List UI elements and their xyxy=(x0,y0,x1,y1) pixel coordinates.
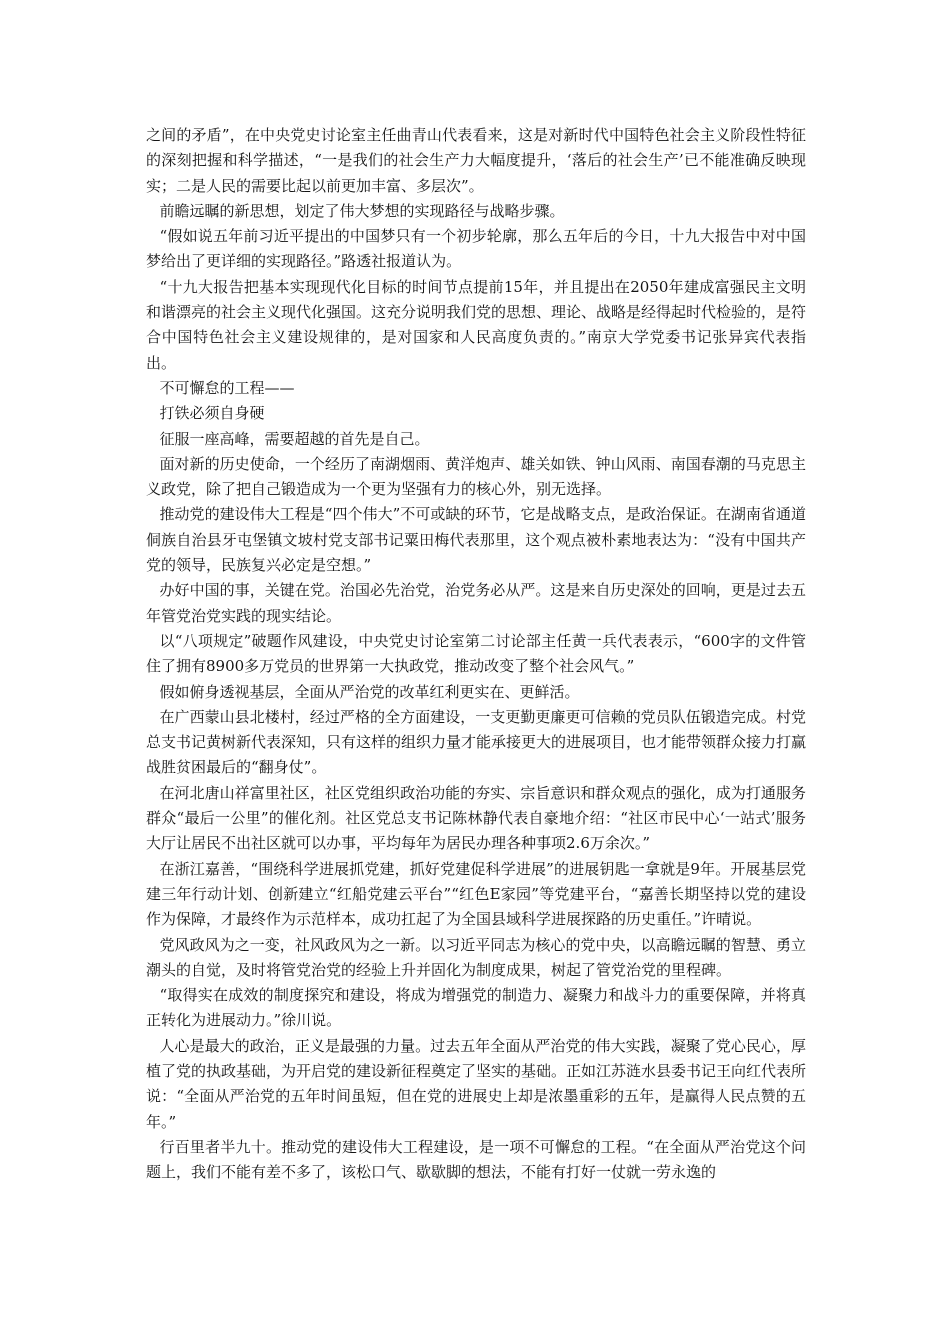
paragraph-14: 在河北唐山祥富里社区，社区党组织政治功能的夯实、宗旨意识和群众观点的强化，成为打通服务群众“最后一公里”的催化剂。社区党总支书记陈林静代表自豪地介绍：“社区市民中心‘一站式’服务大厅让居民不出社区就可以办事，平均每年为居民办理各种事项2.6万余次。” xyxy=(146,783,806,853)
paragraph-13: 在广西蒙山县北楼村，经过严格的全方面建设，一支更勤更廉更可信赖的党员队伍锻造完成。村党总支书记黄树新代表深知，只有这样的组织力量才能承接更大的进展项目，也才能带领群众接力打赢战胜贫困最后的“翻身仗”。 xyxy=(146,707,807,777)
paragraph-10: 办好中国的事，关键在党。治国必先治党，治党务必从严。这是来自历史深处的回响，更是过去五年管党治党实践的现实结论。 xyxy=(146,581,806,625)
paragraph-4: “十九大报告把基本实现现代化目标的时间节点提前15年，并且提出在2050年建成富强民主文明和谐漂亮的社会主义现代化强国。这充分说明我们党的思想、理论、战略是经得起时代检验的，是符合中国特色社会主义建设规律的，是对国家和人民高度负责的。”南京大学党委书记张异宾代表指出。 xyxy=(146,277,807,372)
paragraph-7: 征服一座高峰，需要超越的首先是自己。 xyxy=(159,429,430,448)
article-body xyxy=(146,123,806,1185)
section-heading-line-2: 打铁必须自身硬 xyxy=(159,404,265,423)
paragraph-8: 面对新的历史使命，一个经历了南湖烟雨、黄洋炮声、雄关如铁、钟山风雨、南国春潮的马克思主义政党，除了把自己锻造成为一个更为坚强有力的核心外，别无选择。 xyxy=(146,454,806,499)
section-heading-line-1: 不可懈怠的工程—— xyxy=(159,378,295,397)
paragraph-1: 之间的矛盾”，在中央党史讨论室主任曲青山代表看来，这是对新时代中国特色社会主义阶段性特征的深刻把握和科学描述，“一是我们的社会生产力大幅度提升，‘落后的社会生产’已不能准确反映现实；二是人民的需要比起以前更加丰富、多层次”。 xyxy=(146,126,806,195)
paragraph-16: 党风政风为之一变，社风政风为之一新。以习近平同志为核心的党中央，以高瞻远瞩的智慧、勇立潮头的自觉，及时将管党治党的经验上升并固化为制度成果，树起了管党治党的里程碑。 xyxy=(146,935,806,979)
paragraph-3: “假如说五年前习近平提出的中国梦只有一个初步轮廓，那么五年后的今日，十九大报告中对中国梦给出了更详细的实现路径。”路透社报道认为。 xyxy=(146,227,806,271)
paragraph-12: 假如俯身透视基层，全面从严治党的改革红利更实在、更鲜活。 xyxy=(159,682,580,701)
paragraph-19: 行百里者半九十。推动党的建设伟大工程建设，是一项不可懈怠的工程。“在全面从严治党这个问题上，我们不能有差不多了，该松口气、歇歇脚的想法，不能有打好一仗就一劳永逸的 xyxy=(146,1137,806,1182)
paragraph-11: 以“八项规定”破题作风建设，中央党史讨论室第二讨论部主任黄一兵代表表示，“600字的文件管住了拥有8900多万党员的世界第一大执政党，推动改变了整个社会风气。” xyxy=(146,631,806,676)
paragraph-17: “取得实在成效的制度探究和建设，将成为增强党的制造力、凝聚力和战斗力的重要保障，并将真正转化为进展动力。”徐川说。 xyxy=(146,986,806,1030)
paragraph-9: 推动党的建设伟大工程是“四个伟大”不可或缺的环节，它是战略支点，是政治保证。在湖南省通道侗族自治县牙屯堡镇文坡村党支部书记粟田梅代表那里，这个观点被朴素地表达为：“没有中国共产党的领导，民族复兴必定是空想。” xyxy=(146,505,806,575)
paragraph-2: 前瞻远瞩的新思想，划定了伟大梦想的实现路径与战略步骤。 xyxy=(159,201,565,220)
paragraph-15: 在浙江嘉善，“围绕科学进展抓党建，抓好党建促科学进展”的进展钥匙一拿就是9年。开展基层党建三年行动计划、创新建立“红船党建云平台”“红色E家园”等党建平台，“嘉善长期坚持以党的建设作为保障，才最终作为示范样本，成功扛起了为全国县域科学进展探路的历史重任。”许晴说。 xyxy=(146,859,806,929)
paragraph-18: 人心是最大的政治，正义是最强的力量。过去五年全面从严治党的伟大实践，凝聚了党心民心，厚植了党的执政基础，为开启党的建设新征程奠定了坚实的基础。正如江苏涟水县委书记王向红代表所说：“全面从严治党的五年时间虽短，但在党的进展史上却是浓墨重彩的五年，是赢得人民点赞的五年。” xyxy=(146,1036,807,1131)
